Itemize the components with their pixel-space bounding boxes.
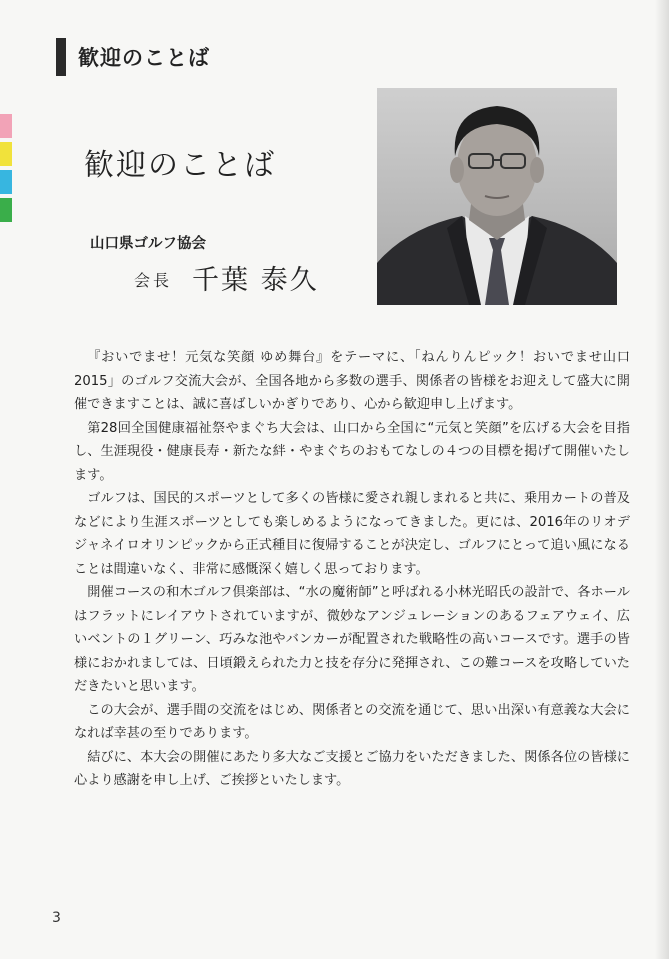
message-paragraph: 第28回全国健康福祉祭やまぐち大会は、山口から全国に“元気と笑顔”を広げる大会を目指し、生涯現役・健康長寿・新たな絆・やまぐちのおもてなしの４つの目標を掲げて開催いたします。	[74, 420, 630, 483]
author-portrait-photo	[377, 88, 617, 305]
portrait-illustration	[377, 88, 617, 305]
section-marker-bar	[56, 38, 66, 76]
page-edge-shadow	[655, 0, 669, 959]
section-header-title: 歓迎のことば	[78, 46, 210, 70]
message-paragraph: 結びに、本大会の開催にあたり多大なご支援とご協力をいただきました、関係各位の皆様に心より感謝を申し上げ、ご挨拶といたします。	[74, 749, 630, 788]
page-title: 歓迎のことば	[84, 148, 276, 183]
author-role: 会長	[134, 271, 173, 290]
association-name: 山口県ゴルフ協会	[90, 236, 206, 252]
author-name: 千葉 泰久	[192, 265, 319, 296]
color-index-tab-cyan	[0, 170, 12, 194]
page-number: 3	[52, 910, 61, 926]
color-index-tab-yellow	[0, 142, 12, 166]
message-paragraph: ゴルフは、国民的スポーツとして多くの皆様に愛され親しまれると共に、乗用カートの普及などにより生涯スポーツとしても楽しめるようになってきました。更には、2016年のリオデジャネイロオリンピックから正式種目に復帰することが決定し、ゴルフにとって追い風になることは間違いなく、非常に感慨深く嬉しく思っております。	[74, 491, 630, 577]
message-paragraph: 開催コースの和木ゴルフ倶楽部は、“水の魔術師”と呼ばれる小林光昭氏の設計で、各ホールはフラットにレイアウトされていますが、微妙なアンジュレーションのあるフェアウェイ、広いベントの１グリーン、巧みな池やバンカーが配置された戦略性の高いコースです。選手の皆様におかれましては、日頃鍛えられた力と技を存分に発揮され、この難コースを攻略していただきたいと思います。	[74, 585, 630, 694]
message-paragraph: この大会が、選手間の交流をはじめ、関係者との交流を通じて、思い出深い有意義な大会になれば幸甚の至りであります。	[74, 702, 630, 741]
message-paragraph: 『おいでませ！元気な笑顔 ゆめ舞台』をテーマに、「ねんりんピック！おいでませ山口2015」のゴルフ交流大会が、全国各地から多数の選手、関係者の皆様をお迎えして盛大に開催できますことは、誠に喜ばしいかぎりであり、心から歓迎申し上げます。	[74, 350, 630, 412]
message-body	[74, 346, 630, 793]
color-index-tab-pink	[0, 114, 12, 138]
color-index-tab-green	[0, 198, 12, 222]
